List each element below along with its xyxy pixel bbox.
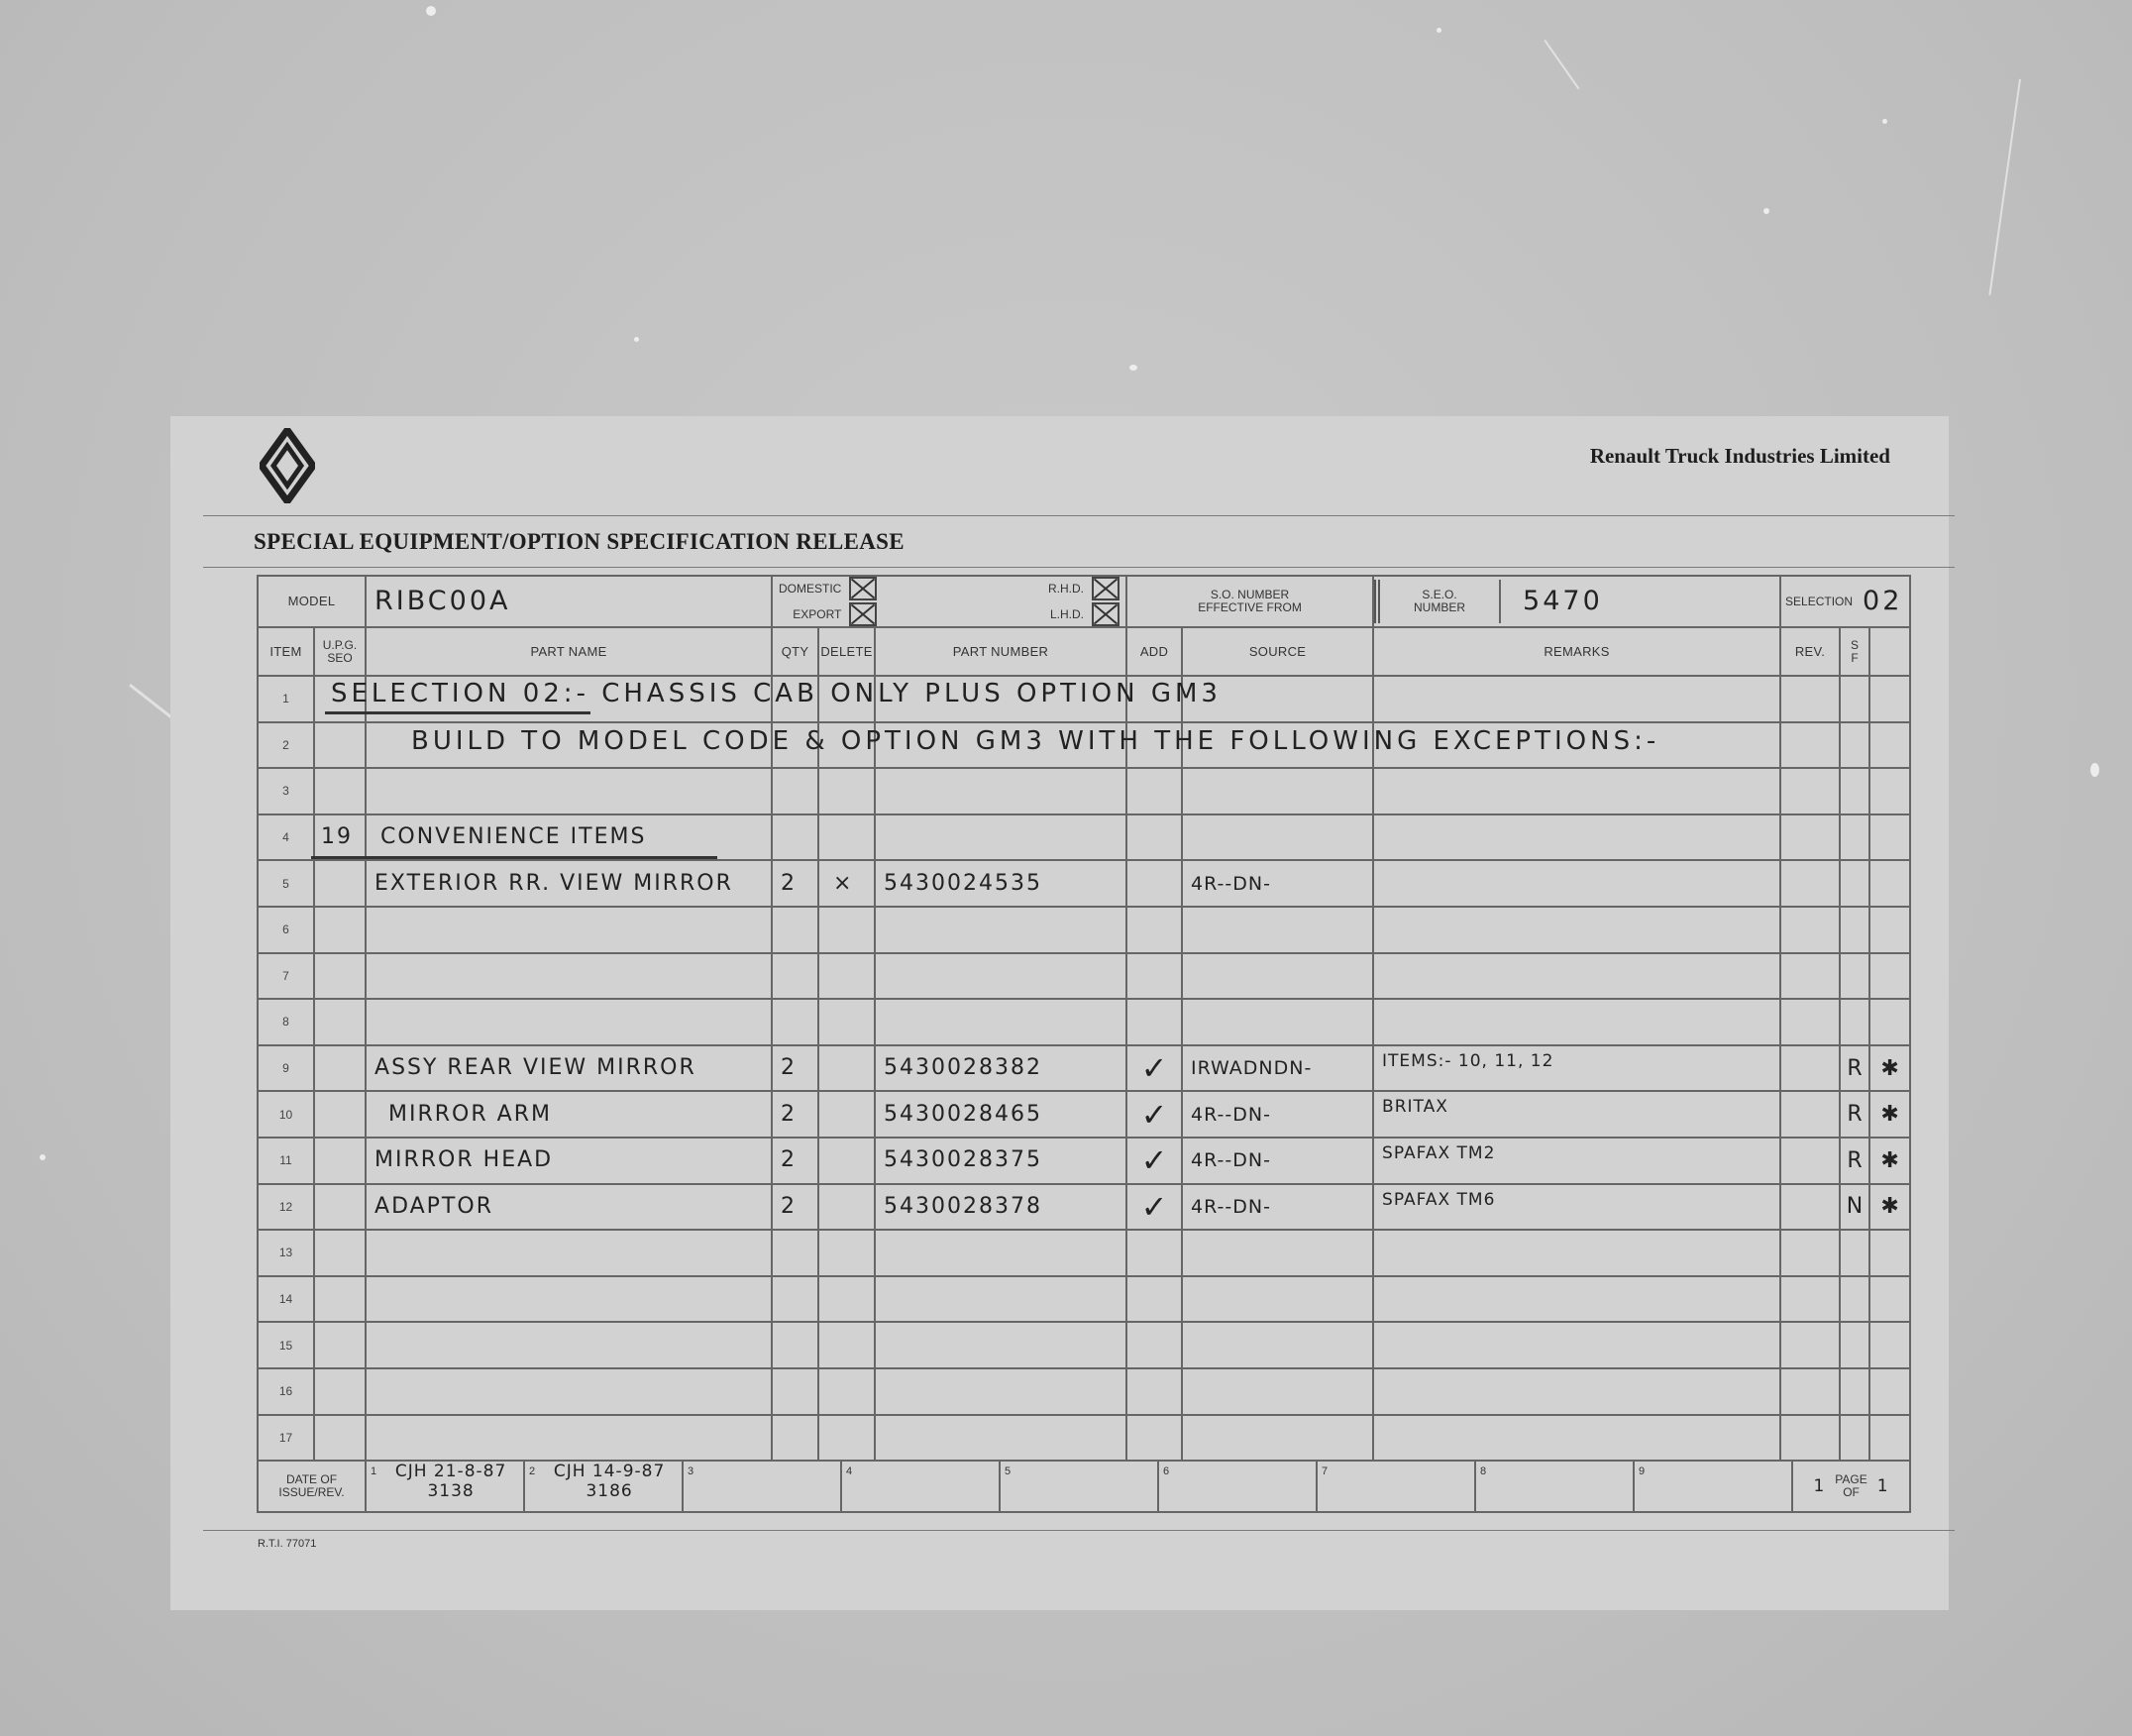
table-row [258, 1276, 1910, 1323]
qty-value: 2 [781, 1101, 798, 1127]
col-delete: DELETE [818, 627, 875, 676]
rev-code: N [1846, 1194, 1864, 1220]
form-title: SPECIAL EQUIPMENT/OPTION SPECIFICATION RELEASE [254, 529, 905, 554]
rev-code: R [1847, 1102, 1863, 1128]
part-number: 5430028382 [884, 1055, 1042, 1081]
domestic-checkbox[interactable] [849, 577, 877, 600]
issue-slot-2: 2 CJH 14-9-87 3186 [525, 1462, 684, 1511]
part-name: MIRROR HEAD [374, 1147, 554, 1173]
header-row [258, 576, 1910, 627]
seo-label: S.E.O. [1422, 588, 1457, 601]
rev-code: R [1847, 1147, 1863, 1173]
convenience-underline [311, 856, 717, 859]
item-number: 16 [278, 1384, 293, 1399]
seo-number-value: 5470 [1499, 580, 1603, 623]
source-code: 4R--DN- [1191, 872, 1271, 895]
item-number: 11 [279, 1153, 292, 1168]
bottom-rule [203, 1530, 1955, 1531]
table-row [258, 1091, 1910, 1138]
delete-mark: × [833, 870, 854, 896]
part-name: MIRROR ARM [388, 1101, 552, 1127]
item-number: 15 [278, 1338, 293, 1353]
part-name: EXTERIOR RR. VIEW MIRROR [374, 870, 733, 896]
model-value: RIBC00A [374, 586, 511, 616]
col-rev: REV. [1780, 627, 1840, 676]
form-code: R.T.I. 77071 [258, 1538, 317, 1550]
dust-speck [1763, 208, 1769, 214]
table-row [258, 1368, 1910, 1415]
part-name: ASSY REAR VIEW MIRROR [374, 1055, 696, 1081]
top-rule [203, 515, 1955, 516]
item-number: 6 [282, 922, 289, 937]
remarks-text: ITEMS:- 10, 11, 12 [1382, 1050, 1554, 1071]
qty-value: 2 [781, 1193, 798, 1219]
item-number: 12 [278, 1199, 293, 1214]
item-number: 17 [278, 1430, 293, 1445]
lhd-checkbox[interactable] [1092, 602, 1119, 626]
market-cell [772, 576, 1126, 627]
item-number: 2 [282, 737, 289, 752]
issue-slot-1: 1 CJH 21-8-87 3138 [367, 1462, 525, 1511]
item-number: 5 [282, 876, 289, 891]
add-checkmark: ✓ [1140, 1142, 1168, 1179]
source-code: IRWADNDN- [1191, 1057, 1313, 1080]
table-row [258, 1138, 1910, 1184]
issue-slot-6: 6 [1159, 1462, 1318, 1511]
col-s: S F [1840, 627, 1869, 676]
col-part-number: PART NUMBER [875, 627, 1126, 676]
col-upg-seo: U.P.G. SEO [314, 627, 366, 676]
selection-value: 02 [1863, 586, 1903, 616]
asterisk-mark: ✱ [1880, 1055, 1899, 1081]
dust-speck [2090, 763, 2099, 777]
issue-slot-5: 5 [1001, 1462, 1159, 1511]
specification-table [257, 575, 1911, 1513]
so-number-label: S.O. NUMBER [1210, 588, 1290, 601]
selection-heading-line: SELECTION 02:- CHASSIS CAB ONLY PLUS OPTION GM3 [331, 679, 1222, 708]
rhd-checkbox[interactable] [1092, 577, 1119, 600]
model-label-cell: MODEL [258, 576, 366, 627]
qty-value: 2 [781, 1055, 798, 1081]
renault-logo-icon [260, 428, 315, 503]
table-row [258, 814, 1910, 861]
issue-slot-7: 7 [1318, 1462, 1476, 1511]
part-number: 5430024535 [884, 870, 1042, 896]
number-label: NUMBER [1414, 600, 1466, 614]
dust-speck [426, 6, 436, 16]
page-number: 1 [1813, 1476, 1826, 1497]
asterisk-mark: ✱ [1880, 1102, 1899, 1128]
col-qty: QTY [772, 627, 818, 676]
issue-slot-4: 4 [842, 1462, 1001, 1511]
remarks-text: BRITAX [1382, 1097, 1448, 1118]
part-number: 5430028375 [884, 1147, 1042, 1173]
selection-label: SELECTION [1785, 594, 1854, 608]
lhd-label: L.H.D. [1050, 606, 1085, 621]
source-code: 4R--DN- [1191, 1149, 1271, 1172]
table-row [258, 768, 1910, 814]
title-rule [203, 567, 1955, 568]
item-number: 7 [282, 968, 289, 983]
table-row [258, 907, 1910, 953]
export-checkbox[interactable] [849, 602, 877, 626]
col-add: ADD [1126, 627, 1182, 676]
col-item: ITEM [258, 627, 314, 676]
column-header-row [258, 627, 1910, 676]
item-number: 10 [278, 1107, 293, 1122]
part-number: 5430028378 [884, 1193, 1042, 1219]
item-number: 14 [278, 1292, 293, 1307]
table-row [258, 1230, 1910, 1276]
part-number: 5430028465 [884, 1101, 1042, 1127]
table-row [258, 1415, 1910, 1462]
dust-speck [1129, 365, 1137, 371]
item-number: 9 [282, 1061, 289, 1076]
qty-value: 2 [781, 1147, 798, 1173]
col-extra [1869, 627, 1910, 676]
item-number: 3 [282, 784, 289, 799]
add-checkmark: ✓ [1140, 1096, 1168, 1133]
issue-footer-row [258, 1461, 1910, 1512]
table-row [258, 1045, 1910, 1092]
add-checkmark: ✓ [1140, 1050, 1168, 1087]
col-remarks: REMARKS [1373, 627, 1780, 676]
rhd-label: R.H.D. [1048, 581, 1085, 596]
asterisk-mark: ✱ [1880, 1194, 1899, 1220]
table-row [258, 1184, 1910, 1231]
build-instruction-line: BUILD TO MODEL CODE & OPTION GM3 WITH THE FOLLOWING EXCEPTIONS:- [411, 726, 1660, 756]
export-label: EXPORT [793, 606, 842, 621]
table-row [258, 999, 1910, 1045]
domestic-label: DOMESTIC [779, 581, 842, 596]
table-row [258, 860, 1910, 907]
remarks-text: SPAFAX TM2 [1382, 1142, 1496, 1163]
issue-slots-cell [366, 1461, 1910, 1512]
model-value-cell [366, 576, 772, 627]
item-number: 1 [282, 692, 289, 706]
dust-speck [1882, 119, 1887, 124]
date-of-issue-cell: DATE OF ISSUE/REV. [258, 1461, 366, 1512]
table-row [258, 953, 1910, 1000]
part-name: ADAPTOR [374, 1193, 493, 1219]
part-name: CONVENIENCE ITEMS [380, 824, 647, 850]
qty-value: 2 [781, 870, 798, 896]
item-number: 13 [278, 1246, 293, 1260]
upg-value: 19 [321, 824, 353, 850]
issue-slot-8: 8 [1476, 1462, 1635, 1511]
effective-from-label: EFFECTIVE FROM [1198, 600, 1302, 614]
company-name: Renault Truck Industries Limited [1589, 444, 1890, 468]
so-number-cell [1126, 576, 1373, 627]
item-number: 4 [282, 830, 289, 845]
dust-speck [40, 1154, 46, 1160]
source-code: 4R--DN- [1191, 1195, 1271, 1218]
dust-speck [634, 337, 639, 342]
selection-underline [325, 711, 590, 714]
selection-cell [1780, 576, 1910, 627]
item-number: 8 [282, 1015, 289, 1030]
page-total: 1 [1876, 1476, 1889, 1497]
col-part-name: PART NAME [366, 627, 772, 676]
page-of-cell: 1 PAGE OF 1 [1813, 1472, 1889, 1500]
dust-speck [1437, 28, 1441, 33]
table-row [258, 1322, 1910, 1368]
col-source: SOURCE [1182, 627, 1373, 676]
issue-slot-3: 3 [684, 1462, 842, 1511]
source-code: 4R--DN- [1191, 1103, 1271, 1126]
remarks-text: SPAFAX TM6 [1382, 1189, 1496, 1210]
seo-number-cell [1373, 576, 1780, 627]
issue-slot-9: 9 [1635, 1462, 1793, 1511]
rev-code: R [1847, 1055, 1863, 1081]
asterisk-mark: ✱ [1880, 1147, 1899, 1173]
add-checkmark: ✓ [1140, 1188, 1168, 1225]
